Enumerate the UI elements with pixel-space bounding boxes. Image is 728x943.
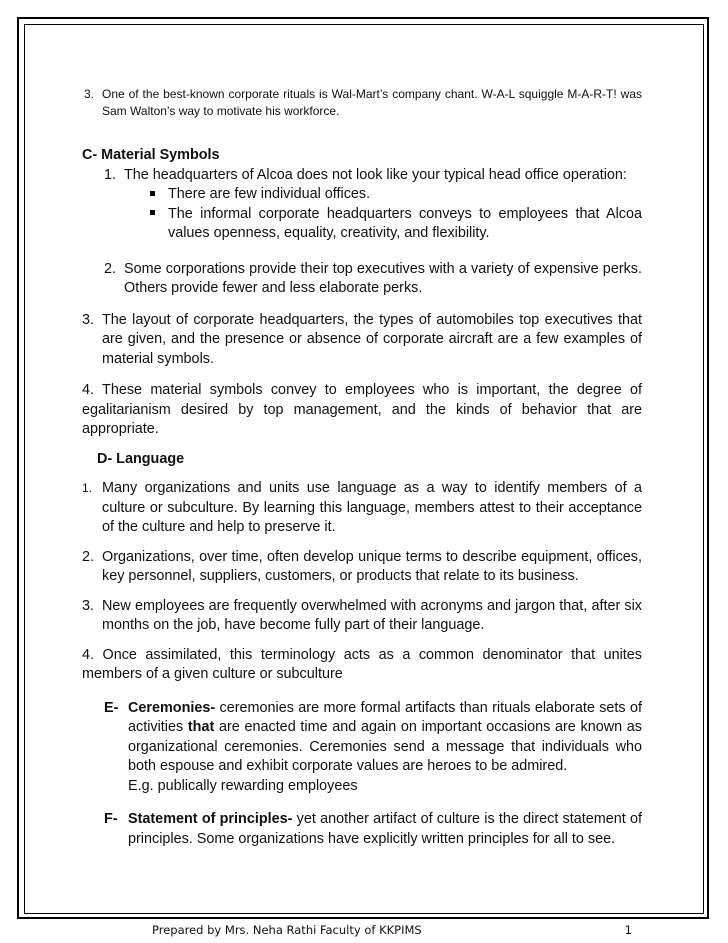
- item-number: 1.: [104, 166, 117, 183]
- page-number: 1: [624, 923, 632, 937]
- item-number: 2.: [82, 548, 95, 565]
- item-text: New employees are frequently overwhelmed with acronyms and jargon that, after six months on the job, have become fully part of their language.: [102, 597, 642, 633]
- section-f: [104, 810, 642, 849]
- bullet-text: There are few individual offices.: [168, 186, 371, 202]
- item-text: The headquarters of Alcoa does not look like your typical head office operation:: [124, 166, 627, 183]
- paragraph: 4. Once assimilated, this terminology acts as a common denominator that unites members of a given culture or subculture: [82, 646, 642, 682]
- list-item: [84, 86, 642, 120]
- section-text: ceremonies are more formal artifacts than rituals elaborate sets of activities: [128, 699, 642, 735]
- bullet-item: [84, 185, 642, 205]
- section-e: [104, 699, 642, 797]
- list-item: [104, 166, 642, 186]
- item-number: 2.: [104, 260, 117, 277]
- section-label: E-: [104, 699, 119, 716]
- document-body: [84, 86, 642, 849]
- item-text: Organizations, over time, often develop unique terms to describe equipment, offices, key personnel, suppliers, customers, or products that relate to its business.: [102, 548, 642, 584]
- list-item: [82, 548, 642, 587]
- section-heading-d: D- Language: [97, 450, 185, 467]
- list-item: [104, 260, 642, 299]
- square-bullet-icon: [150, 191, 155, 196]
- section-text: yet another artifact of culture is the direct statement of principles. Some organizations have explicitly written principles for all to see.: [128, 811, 642, 847]
- item-text: The layout of corporate headquarters, the types of automobiles top executives that are given, and the presence or absence of corporate aircraft are a few examples of material symbols.: [102, 311, 642, 367]
- square-bullet-icon: [150, 210, 155, 215]
- bullet-item: [84, 205, 642, 244]
- item-text: One of the best-known corporate rituals is Wal-Mart’s company chant. W-A-L squiggle M-A-R-T! was Sam Walton’s way to motivate his workforce.: [102, 87, 642, 118]
- section-label: F-: [104, 811, 118, 827]
- emphasis-text: that: [187, 719, 215, 735]
- item-text: Some corporations provide their top executives with a variety of expensive perks. Others provide fewer and less elaborate perks.: [124, 260, 642, 296]
- page-footer: [152, 923, 632, 937]
- list-item: [82, 479, 642, 538]
- example-text: E.g. publically rewarding employees: [128, 777, 358, 794]
- item-text: Many organizations and units use language as a way to identify members of a culture or subculture. By learning this language, members attest to their acceptance of the culture and help to preserve it.: [102, 480, 642, 535]
- item-number: 1.: [82, 481, 93, 495]
- paragraph: 4. These material symbols convey to employees who is important, the degree of egalitarianism desired by top management, and the kinds of behavior that are appropriate.: [82, 382, 642, 437]
- item-number: 3.: [84, 87, 95, 101]
- section-heading-c: C- Material Symbols: [82, 147, 220, 163]
- list-item: [82, 311, 642, 370]
- footer-text: Prepared by Mrs. Neha Rathi Faculty of KKPIMS: [152, 923, 422, 937]
- section-text: are enacted time and again on important occasions are known as organizational ceremonies. Ceremonies send a message that individuals who both espouse and exhibit corporate values are heroes to be admired.: [128, 719, 642, 774]
- item-number: 3.: [82, 311, 95, 328]
- section-heading-f: Statement of principles-: [128, 811, 293, 827]
- list-item: [82, 597, 642, 636]
- section-heading-e: Ceremonies-: [128, 699, 216, 716]
- item-number: 3.: [82, 597, 95, 614]
- bullet-text: The informal corporate headquarters conveys to employees that Alcoa values openness, equality, creativity, and flexibility.: [168, 205, 642, 241]
